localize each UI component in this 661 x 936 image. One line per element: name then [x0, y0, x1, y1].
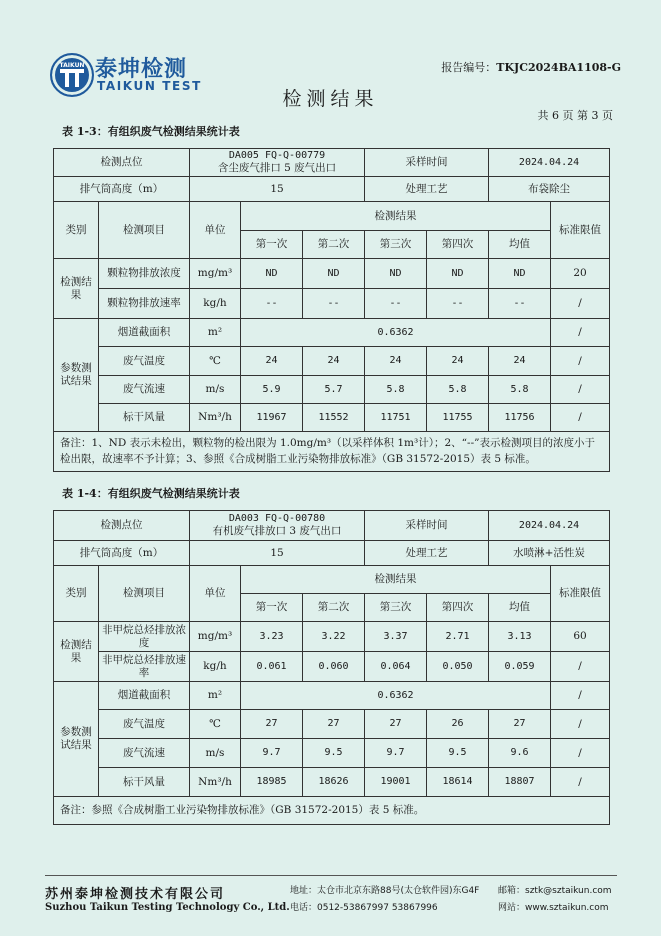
header-average: 均值 — [489, 594, 551, 622]
table1-note: 备注：1、ND 表示未检出，颗粒物的检出限为 1.0mg/m³（以采样体积 1m³计）；2、“--”表示检测项目的浓度小于检出限，故速率不予计算；3、参照《合成树脂工业污染物排放标准》（GB 31572-2015）表 5 标准。 — [54, 432, 610, 472]
table-row — [54, 289, 610, 319]
table-row — [54, 710, 610, 739]
header-item: 检测项目 — [99, 566, 190, 622]
footer-divider — [45, 875, 617, 876]
item-name: 烟道截面积 — [99, 682, 190, 710]
result-group-label: 检测结果 — [54, 259, 99, 319]
header-run-1: 第一次 — [241, 231, 303, 259]
value: 27 — [241, 710, 303, 739]
process-value: 水喷淋+活性炭 — [489, 541, 610, 566]
value: ND — [241, 259, 303, 289]
value: 0.061 — [241, 652, 303, 682]
unit: m/s — [190, 739, 241, 768]
item-name: 非甲烷总烃排放速率 — [99, 652, 190, 682]
table-row — [54, 622, 610, 652]
table2-note: 备注：参照《合成树脂工业污染物排放标准》（GB 31572-2015）表 5 标准。 — [54, 797, 610, 825]
table2 — [53, 510, 610, 825]
value: 5.9 — [241, 376, 303, 404]
value: 0.6362 — [241, 319, 551, 347]
process-label: 处理工艺 — [365, 177, 489, 202]
value: 3.37 — [365, 622, 427, 652]
point-label: 检测点位 — [54, 511, 190, 541]
table2-caption: 表 1-4：有组织废气检测结果统计表 — [62, 487, 240, 500]
table-row — [54, 404, 610, 432]
header-limit: 标准限值 — [551, 202, 610, 259]
table-row — [54, 347, 610, 376]
unit: mg/m³ — [190, 622, 241, 652]
unit: m² — [190, 682, 241, 710]
stack-height-value: 15 — [190, 541, 365, 566]
value: -- — [365, 289, 427, 319]
item-name: 废气温度 — [99, 347, 190, 376]
value: 0.050 — [427, 652, 489, 682]
value: 0.059 — [489, 652, 551, 682]
value: 9.7 — [241, 739, 303, 768]
value: 3.23 — [241, 622, 303, 652]
header-average: 均值 — [489, 231, 551, 259]
item-name: 标干风量 — [99, 768, 190, 797]
value: 27 — [303, 710, 365, 739]
table-row — [54, 259, 610, 289]
point-code: DA003 FQ-Q-00780 — [228, 513, 326, 525]
value: 27 — [489, 710, 551, 739]
point-name: 含尘废气排口 5 废气出口 — [217, 162, 337, 175]
value: ND — [303, 259, 365, 289]
table-row — [54, 376, 610, 404]
value: 11755 — [427, 404, 489, 432]
header-run-4: 第四次 — [427, 231, 489, 259]
report-number — [441, 59, 621, 75]
table-row — [54, 652, 610, 682]
value: 11751 — [365, 404, 427, 432]
value: 11967 — [241, 404, 303, 432]
value: 19001 — [365, 768, 427, 797]
sample-time-value: 2024.04.24 — [489, 511, 610, 541]
stack-height-label: 排气筒高度（m） — [54, 541, 190, 566]
limit: / — [551, 768, 610, 797]
header-results: 检测结果 — [241, 566, 551, 594]
sample-time-label: 采样时间 — [365, 511, 489, 541]
limit: / — [551, 652, 610, 682]
value: 0.6362 — [241, 682, 551, 710]
item-name: 颗粒物排放速率 — [99, 289, 190, 319]
value: -- — [241, 289, 303, 319]
value: 11756 — [489, 404, 551, 432]
value: 9.5 — [303, 739, 365, 768]
header-limit: 标准限值 — [551, 566, 610, 622]
company-address: 地址：太仓市北京东路88号(太仓软件园)东G4F — [290, 886, 480, 896]
header-item: 检测项目 — [99, 202, 190, 259]
point-name: 有机废气排放口 3 废气出口 — [212, 525, 342, 538]
company-name-cn: 苏州泰坤检测技术有限公司 — [45, 887, 226, 902]
unit: Nm³/h — [190, 768, 241, 797]
value: 5.8 — [427, 376, 489, 404]
value: -- — [427, 289, 489, 319]
value: 18807 — [489, 768, 551, 797]
item-name: 废气流速 — [99, 376, 190, 404]
logo-chinese-name: 泰坤检测 — [95, 57, 188, 82]
value: 9.6 — [489, 739, 551, 768]
value: 26 — [427, 710, 489, 739]
limit: / — [551, 376, 610, 404]
report-number-value: TKJC2024BA1108-G — [496, 61, 621, 74]
table1-caption: 表 1-3：有组织废气检测结果统计表 — [62, 125, 240, 138]
limit: 20 — [551, 259, 610, 289]
process-label: 处理工艺 — [365, 541, 489, 566]
header-results: 检测结果 — [241, 202, 551, 231]
company-email[interactable]: 邮箱：sztk@sztaikun.com — [498, 886, 612, 896]
limit: / — [551, 739, 610, 768]
value: 11552 — [303, 404, 365, 432]
item-name: 颗粒物排放浓度 — [99, 259, 190, 289]
report-number-label: 报告编号： — [441, 61, 497, 74]
item-name: 烟道截面积 — [99, 319, 190, 347]
header-category: 类别 — [54, 202, 99, 259]
table1 — [53, 148, 610, 472]
point-code: DA005 FQ-Q-00779 — [228, 150, 326, 162]
point-label: 检测点位 — [54, 149, 190, 177]
unit: ℃ — [190, 347, 241, 376]
value: ND — [365, 259, 427, 289]
value: 9.5 — [427, 739, 489, 768]
limit: / — [551, 289, 610, 319]
logo-english-name: TAIKUN TEST — [97, 79, 202, 93]
value: -- — [489, 289, 551, 319]
item-name: 废气流速 — [99, 739, 190, 768]
logo-badge-text: TAIKUN — [59, 62, 85, 69]
limit: / — [551, 710, 610, 739]
value: ND — [489, 259, 551, 289]
company-name-en: Suzhou Taikun Testing Technology Co., Ltd. — [45, 902, 290, 913]
header-run-2: 第二次 — [303, 594, 365, 622]
value: 18614 — [427, 768, 489, 797]
value: 24 — [365, 347, 427, 376]
header-unit: 单位 — [190, 566, 241, 622]
page-info: 共 6 页 第 3 页 — [537, 109, 613, 122]
value: 18626 — [303, 768, 365, 797]
unit: kg/h — [190, 289, 241, 319]
header-run-3: 第三次 — [365, 594, 427, 622]
header-run-3: 第三次 — [365, 231, 427, 259]
param-group-label: 参数测试结果 — [54, 319, 99, 432]
value: -- — [303, 289, 365, 319]
value: 5.8 — [489, 376, 551, 404]
value: 24 — [303, 347, 365, 376]
value: 2.71 — [427, 622, 489, 652]
header-unit: 单位 — [190, 202, 241, 259]
limit: 60 — [551, 622, 610, 652]
result-group-label: 检测结果 — [54, 622, 99, 682]
value: 5.7 — [303, 376, 365, 404]
item-name: 标干风量 — [99, 404, 190, 432]
table-row — [54, 739, 610, 768]
company-phone: 电话：0512-53867997 53867996 — [290, 903, 438, 913]
item-name: 非甲烷总烃排放浓度 — [99, 622, 190, 652]
header-run-4: 第四次 — [427, 594, 489, 622]
value: 3.13 — [489, 622, 551, 652]
value: 18985 — [241, 768, 303, 797]
company-website[interactable]: 网站：www.sztaikun.com — [498, 903, 609, 913]
point-value — [190, 149, 365, 177]
value: 3.22 — [303, 622, 365, 652]
table-row — [54, 682, 610, 710]
point-value — [190, 511, 365, 541]
param-group-label: 参数测试结果 — [54, 682, 99, 797]
limit: / — [551, 347, 610, 376]
value: 5.8 — [365, 376, 427, 404]
table-row — [54, 319, 610, 347]
value: 27 — [365, 710, 427, 739]
page-title: 检测结果 — [282, 88, 379, 110]
unit: kg/h — [190, 652, 241, 682]
value: 24 — [241, 347, 303, 376]
value: 24 — [489, 347, 551, 376]
value: 0.064 — [365, 652, 427, 682]
unit: m/s — [190, 376, 241, 404]
value: 24 — [427, 347, 489, 376]
limit: / — [551, 682, 610, 710]
header-run-1: 第一次 — [241, 594, 303, 622]
value: 0.060 — [303, 652, 365, 682]
item-name: 废气温度 — [99, 710, 190, 739]
header-category: 类别 — [54, 566, 99, 622]
limit: / — [551, 404, 610, 432]
header-run-2: 第二次 — [303, 231, 365, 259]
limit: / — [551, 319, 610, 347]
process-value: 布袋除尘 — [489, 177, 610, 202]
sample-time-label: 采样时间 — [365, 149, 489, 177]
stack-height-label: 排气筒高度（m） — [54, 177, 190, 202]
unit: mg/m³ — [190, 259, 241, 289]
table-row — [54, 768, 610, 797]
unit: ℃ — [190, 710, 241, 739]
sample-time-value: 2024.04.24 — [489, 149, 610, 177]
value: 9.7 — [365, 739, 427, 768]
unit: m² — [190, 319, 241, 347]
unit: Nm³/h — [190, 404, 241, 432]
value: ND — [427, 259, 489, 289]
stack-height-value: 15 — [190, 177, 365, 202]
